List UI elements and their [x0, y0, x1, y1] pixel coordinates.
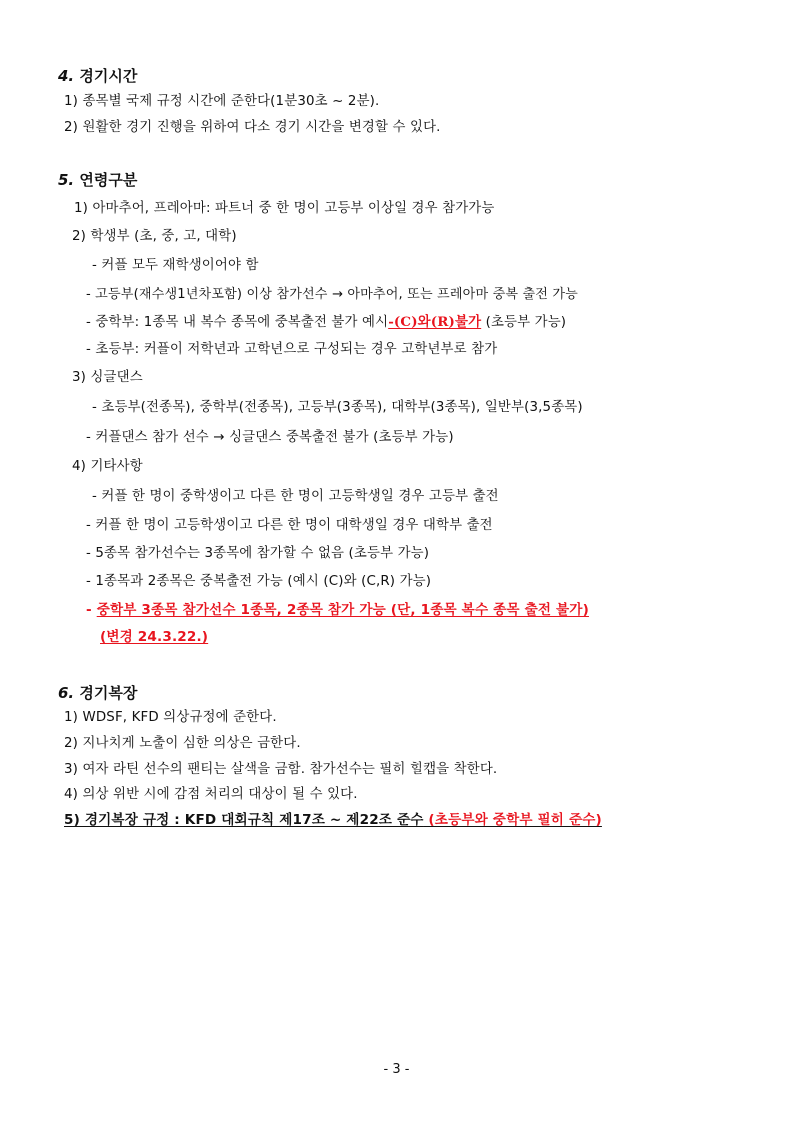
s5-line-3: - 커플 모두 재학생이어야 함	[92, 258, 259, 273]
s5-line-14: - 1종목과 2종목은 중복출전 가능 (예시 (C)와 (C,R) 가능)	[86, 574, 432, 589]
s5-line-1: 1) 아마추어, 프레아마: 파트너 중 한 명이 고등부 이상일 경우 참가가능	[74, 201, 495, 216]
section-5-heading	[58, 170, 137, 190]
section-6-number: 6.	[58, 684, 75, 702]
section-6-heading	[58, 683, 137, 703]
section-5-number: 5.	[58, 171, 75, 189]
s6-item-1: 1) WDSF, KFD 의상규정에 준한다.	[64, 710, 277, 725]
s5-line-4: - 고등부(재수생1년차포함) 이상 참가선수 → 아마추어, 또는 프레아마 중복 출전 가능	[86, 287, 578, 302]
s5-line-10: 4) 기타사항	[72, 459, 143, 474]
s5-line-5-text: - 중학부: 1종목 내 복수 종목에 중복출전 불가 예시	[86, 315, 389, 330]
s5-line-9: - 커플댄스 참가 선수 → 싱글댄스 중복출전 불가 (초등부 가능)	[86, 430, 454, 445]
page-number: - 3 -	[383, 1062, 410, 1077]
s6-item-5	[64, 811, 602, 829]
s5-line-16: (변경 24.3.22.)	[100, 629, 209, 645]
s5-line-2: 2) 학생부 (초, 중, 고, 대학)	[72, 229, 237, 244]
section-4-title: 경기시간	[79, 67, 138, 85]
s5-line-13: - 5종목 참가선수는 3종목에 참가할 수 없음 (초등부 가능)	[86, 546, 430, 561]
s5-line-15-dash: -	[86, 602, 97, 618]
s6-item-3: 3) 여자 라틴 선수의 팬티는 살색을 금함. 참가선수는 필히 힐캡을 착한다.	[64, 762, 498, 777]
section-4-number: 4.	[58, 67, 75, 85]
s5-line-15-highlight: 중학부 3종목 참가선수 1종목, 2종목 참가 가능 (단, 1종목 복수 종목 출전 불가)	[96, 602, 589, 618]
s5-line-6: - 초등부: 커플이 저학년과 고학년으로 구성되는 경우 고학년부로 참가	[86, 342, 498, 357]
s5-line-5-note: (초등부 가능)	[481, 315, 567, 330]
s5-line-7: 3) 싱글댄스	[72, 370, 143, 385]
s5-line-5-highlight: -(C)와(R)불가	[388, 314, 482, 330]
s5-line-11: - 커플 한 명이 중학생이고 다른 한 명이 고등학생일 경우 고등부 출전	[92, 489, 499, 504]
s6-item-5-highlight: (초등부와 중학부 필히 준수)	[423, 812, 602, 828]
s6-item-4: 4) 의상 위반 시에 감점 처리의 대상이 될 수 있다.	[64, 787, 358, 802]
s6-item-5-text: 5) 경기복장 규정 : KFD 대회규칙 제17조 ~ 제22조 준수	[64, 812, 424, 828]
section-4-heading	[58, 66, 137, 86]
section-5-title: 연령구분	[79, 171, 138, 189]
section-6-title: 경기복장	[79, 684, 138, 702]
s4-item-2: 2) 원활한 경기 진행을 위하여 다소 경기 시간을 변경할 수 있다.	[64, 120, 441, 135]
s5-line-8: - 초등부(전종목), 중학부(전종목), 고등부(3종목), 대학부(3종목), 일반부(3,5종목)	[92, 400, 583, 415]
s6-item-2: 2) 지나치게 노출이 심한 의상은 금한다.	[64, 736, 301, 751]
s5-line-12: - 커플 한 명이 고등학생이고 다른 한 명이 대학생일 경우 대학부 출전	[86, 518, 493, 533]
s5-line-5	[86, 313, 566, 332]
s4-item-1: 1) 종목별 국제 규정 시간에 준한다(1분30초 ~ 2분).	[64, 94, 380, 109]
s5-line-15	[86, 601, 589, 619]
